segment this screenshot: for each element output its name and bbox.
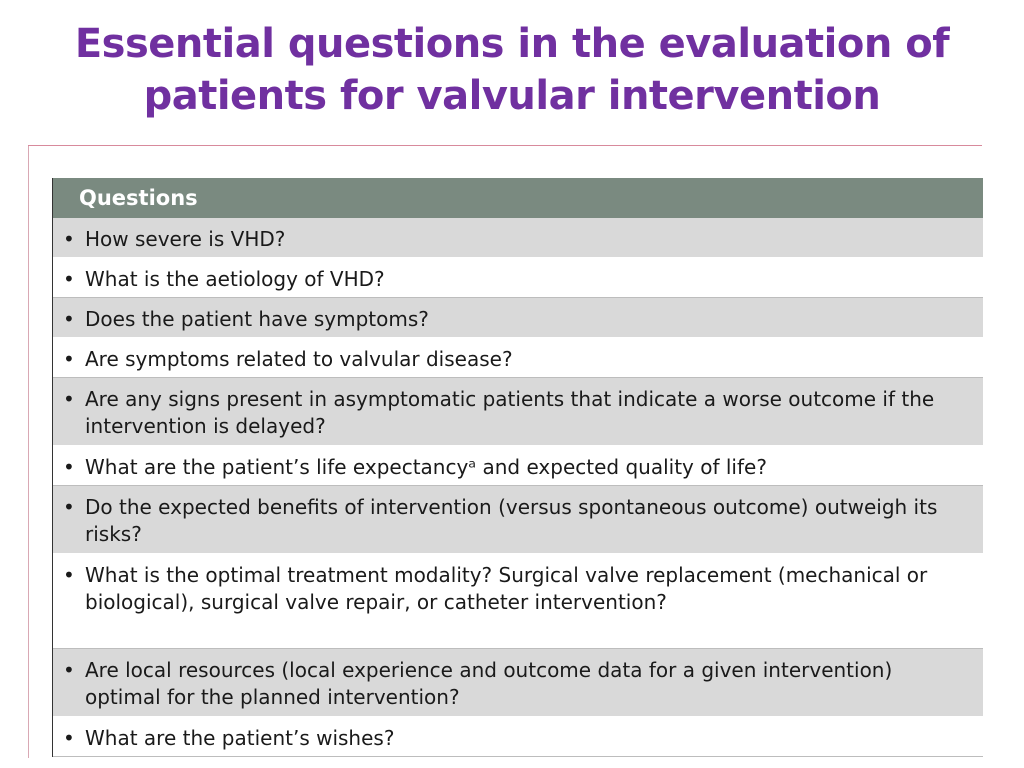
question-text: Are local resources (local experience and outcome data for a given intervention) optimal for the planned intervention?: [85, 658, 893, 709]
question-text: Are any signs present in asymptomatic patients that indicate a worse outcome if the intervention is delayed?: [85, 387, 935, 438]
question-text: Are symptoms related to valvular disease?: [85, 347, 513, 371]
table-row: [53, 554, 983, 649]
table-row: [53, 378, 983, 446]
question-text: How severe is VHD?: [85, 227, 286, 251]
question-text: What is the aetiology of VHD?: [85, 267, 385, 291]
question-text: What is the optimal treatment modality? Surgical valve replacement (mechanical or biological), surgical valve repair, or catheter intervention?: [85, 563, 928, 614]
bullet-icon: •: [63, 347, 75, 371]
bullet-icon: •: [63, 387, 75, 411]
bullet-icon: •: [63, 726, 75, 750]
left-margin-rule: [28, 146, 29, 758]
question-text: What are the patient’s life expectancyᵃ and expected quality of life?: [85, 455, 767, 479]
question-text: Do the expected benefits of intervention (versus spontaneous outcome) outweigh its risks?: [85, 495, 938, 546]
bullet-icon: •: [63, 307, 75, 331]
table-row: [53, 649, 983, 717]
table-header: Questions: [53, 178, 983, 218]
table-row: [53, 717, 983, 757]
table-row: [53, 338, 983, 378]
bullet-icon: •: [63, 227, 75, 251]
bullet-icon: •: [63, 455, 75, 479]
bullet-icon: •: [63, 267, 75, 291]
table-row: [53, 446, 983, 486]
bullet-icon: •: [63, 563, 75, 587]
table-body: [53, 218, 983, 757]
table-row: [53, 258, 983, 298]
title-line-1: Essential questions in the evaluation of: [74, 21, 950, 67]
question-text: What are the patient’s wishes?: [85, 726, 395, 750]
table-row: [53, 486, 983, 554]
bullet-icon: •: [63, 658, 75, 682]
bullet-icon: •: [63, 495, 75, 519]
question-text: Does the patient have symptoms?: [85, 307, 429, 331]
title-divider: [28, 145, 982, 146]
title-line-2: patients for valvular intervention: [143, 73, 881, 119]
table-row: [53, 298, 983, 338]
slide-title: [0, 0, 1024, 140]
table-row: [53, 218, 983, 258]
questions-table: [52, 178, 983, 757]
